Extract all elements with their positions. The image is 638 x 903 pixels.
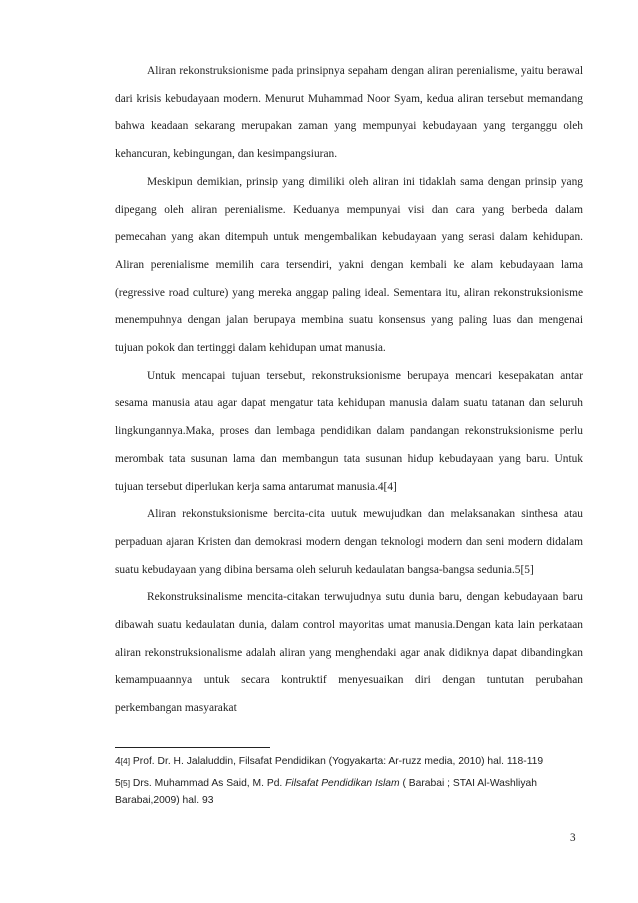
paragraph: Untuk mencapai tujuan tersebut, rekonstruksionisme berupaya mencari kesepakatan antar sesama manusia atau agar dapat mengatur tata kehidupan manusia dalam suatu tatanan dan seluruh lingkungannya.Maka, proses dan lembaga pendidikan dalam pandangan rekonstruksionisme perlu merombak tata susunan lama dan membangun tata susunan hidup kebudayaan yang baru. Untuk tujuan tersebut diperlukan kerja sama antarumat manusia.4[4] xyxy=(115,369,583,493)
body-text xyxy=(115,58,583,723)
footnotes xyxy=(115,753,585,810)
footnote-text: Drs. Muhammad As Said, M. Pd. xyxy=(132,777,286,789)
footnote-text: Prof. Dr. H. Jalaluddin, Filsafat Pendidikan (Yogyakarta: Ar-ruzz media, 2010) hal. 118-119 xyxy=(132,756,544,767)
footnote-separator xyxy=(115,747,270,748)
footnote-book-title: Filsafat Pendidikan Islam xyxy=(285,777,400,789)
footnote-ref: [4] xyxy=(120,756,131,766)
footnote-ref: [5] xyxy=(120,777,131,788)
footnote-number: 4 xyxy=(115,756,121,767)
paragraph: Aliran rekonstuksionisme bercita-cita uutuk mewujudkan dan melaksanakan sinthesa atau perpaduan ajaran Kristen dan demokrasi modern dengan teknologi modern dan seni modern didalam suatu kebudayaan yang dibina bersama oleh seluruh kedaulatan bangsa-bangsa sedunia.5[5] xyxy=(115,508,583,576)
footnote-4 xyxy=(115,753,585,771)
footnote-number: 5 xyxy=(115,777,121,789)
paragraph: Meskipun demikian, prinsip yang dimiliki oleh aliran ini tidaklah sama dengan prinsip yang dipegang oleh aliran perenialisme. Keduanya mempunyai visi dan cara yang berbeda dalam pemecahan yang akan ditempuh untuk mengembalikan kebudayaan yang serasi dalam kehidupan. Aliran perenialisme memilih cara tersendiri, yakni dengan kembali ke alam kebudayaan lama (regressive road culture) yang mereka anggap paling ideal. Sementara itu, aliran rekonstruksionisme menempuhnya dengan jalan berupaya membina suatu konsensus yang paling luas dan mengenai tujuan pokok dan tertinggi dalam kehidupan umat manusia. xyxy=(115,175,583,355)
footnote-5 xyxy=(115,775,585,810)
footnote-text-end: ( Barabai ; STAI Al-Washliyah Barabai,2009) hal. 93 xyxy=(115,777,537,807)
page-number: 3 xyxy=(570,832,576,844)
paragraph: Aliran rekonstruksionisme pada prinsipnya sepaham dengan aliran perenialisme, yaitu berawal dari krisis kebudayaan modern. Menurut Muhammad Noor Syam, kedua aliran tersebut memandang bahwa keadaan sekarang merupakan zaman yang mempunyai kebudayaan yang terganggu oleh kehancuran, kebingungan, dan kesimpangsiuran. xyxy=(115,65,583,161)
paragraph: Rekonstruksinalisme mencita-citakan terwujudnya sutu dunia baru, dengan kebudayaan baru dibawah suatu kedaulatan dunia, dalam control mayoritas umat manusia.Dengan kata lain perkataan aliran rekonstruksionalisme adalah aliran yang menghendaki agar anak didiknya dapat dibandingkan kemampuaannya untuk secara kontruktif menyesuaikan diri dengan tuntutan perubahan perkembangan masyarakat xyxy=(115,591,583,715)
